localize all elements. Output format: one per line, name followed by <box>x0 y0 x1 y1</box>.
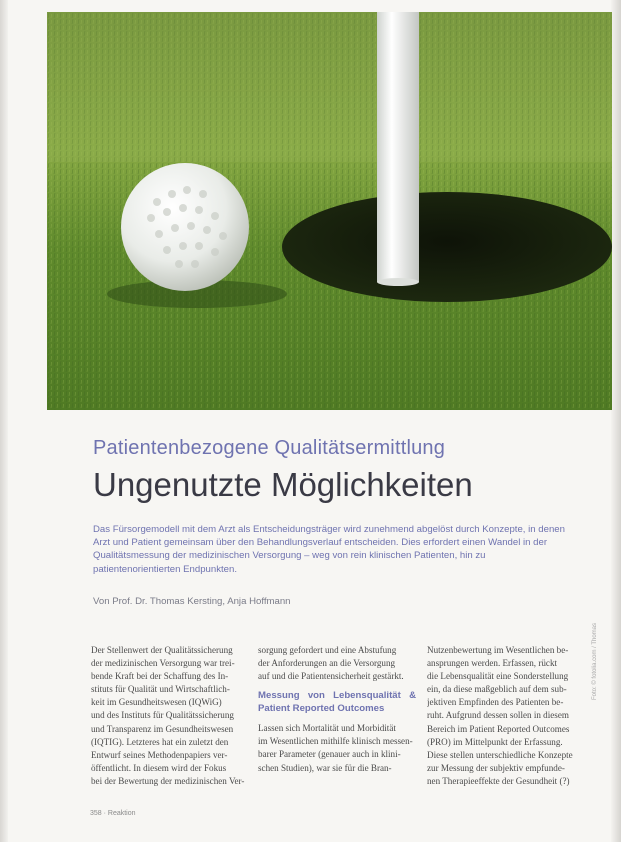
body-line: Diese stellen unterschiedliche Konzepte <box>427 749 573 760</box>
body-line: auf und die Patientensicherheit gestärkt. <box>258 671 404 682</box>
page-right-edge <box>611 0 621 842</box>
body-line: Der Stellenwert der Qualitätssicherung <box>91 645 233 655</box>
article-byline: Von Prof. Dr. Thomas Kersting, Anja Hoffmann <box>93 596 291 607</box>
body-line: nen Therapieeffekte der Gesundheit (?) <box>427 775 570 786</box>
body-line: der medizinischen Versorgung war trei- <box>91 658 235 669</box>
body-line: ein, da diese maßgeblich auf dem sub- <box>427 684 567 695</box>
body-line: stituts für Qualität und Wirtschaftlich- <box>91 684 230 695</box>
golf-ball-hole-image <box>47 12 612 410</box>
golf-photo <box>47 12 612 410</box>
body-line: der Anforderungen an die Versorgung <box>258 658 396 669</box>
body-line: bende Kraft bei der Schaffung des In- <box>91 671 229 682</box>
body-line: Nutzenbewertung im Wesentlichen be- <box>427 645 569 655</box>
body-line: ruht. Aufgrund dessen sollen in diesem <box>427 710 569 721</box>
body-line: ansprungen werden. Erfassen, rückt <box>427 658 558 669</box>
body-line: keit im Gesundheitswesen (IQWiG) <box>91 697 222 708</box>
body-line: Entwurf seines Methodenpapiers ver- <box>91 749 228 760</box>
body-line: Lassen sich Mortalität und Morbidität <box>258 723 396 734</box>
body-line: (PRO) im Mittelpunkt der Erfassung. <box>427 736 563 747</box>
body-line: zur Messung der subjektiv empfunde- <box>427 762 565 773</box>
body-line: schen Studien), war sie für die Bran- <box>258 762 392 773</box>
text-column-1 <box>91 644 249 788</box>
body-line: öffentlicht. In diesem wird der Fokus <box>91 762 227 773</box>
page-footer: 358 · Reaktion <box>90 810 136 817</box>
body-line: barer Parameter (genauer auch in klini- <box>258 749 401 760</box>
section-heading: Messung von Lebensqualität & Patient Reported Outcomes <box>258 690 416 715</box>
photo-credit: Foto: © fotolia.com / Thomas <box>592 622 598 700</box>
article-subtitle: Patientenbezogene Qualitätsermittlung <box>93 437 446 459</box>
body-line: und Transparenz im Gesundheitswesen <box>91 723 234 734</box>
body-line: Bereich im Patient Reported Outcomes <box>427 723 570 734</box>
body-line: jektiven Empfinden des Patienten be- <box>427 697 564 708</box>
body-line: im Wesentlichen mithilfe klinisch messen- <box>258 736 413 747</box>
body-line: die Lebensqualität eine Sonderstellung <box>427 671 569 682</box>
body-line: und des Instituts für Qualitätssicherung <box>91 710 234 721</box>
page-left-edge <box>0 0 8 842</box>
body-line: bei der Bewertung der medizinischen Ver- <box>91 775 245 786</box>
body-line: (IQTIG). Letzteres hat ein zuletzt den <box>91 736 229 747</box>
text-column-2 <box>258 644 416 775</box>
article-lead: Das Fürsorgemodell mit dem Arzt als Entscheidungsträger wird zunehmend abgelöst durch Konzepte, in denen Arzt und Patient gemeinsam über den Behandlungsverlauf entscheiden. Dies erfordert einen Wandel in der Qualitätsmessung der medizinischen Versorgung – weg von rein klinischen Patienten, hin zu patientenorientierten Endpunkten. <box>93 524 565 575</box>
body-line: sorgung gefordert und eine Abstufung <box>258 645 397 655</box>
text-column-3 <box>427 644 585 788</box>
article-title: Ungenutzte Möglichkeiten <box>93 466 473 503</box>
